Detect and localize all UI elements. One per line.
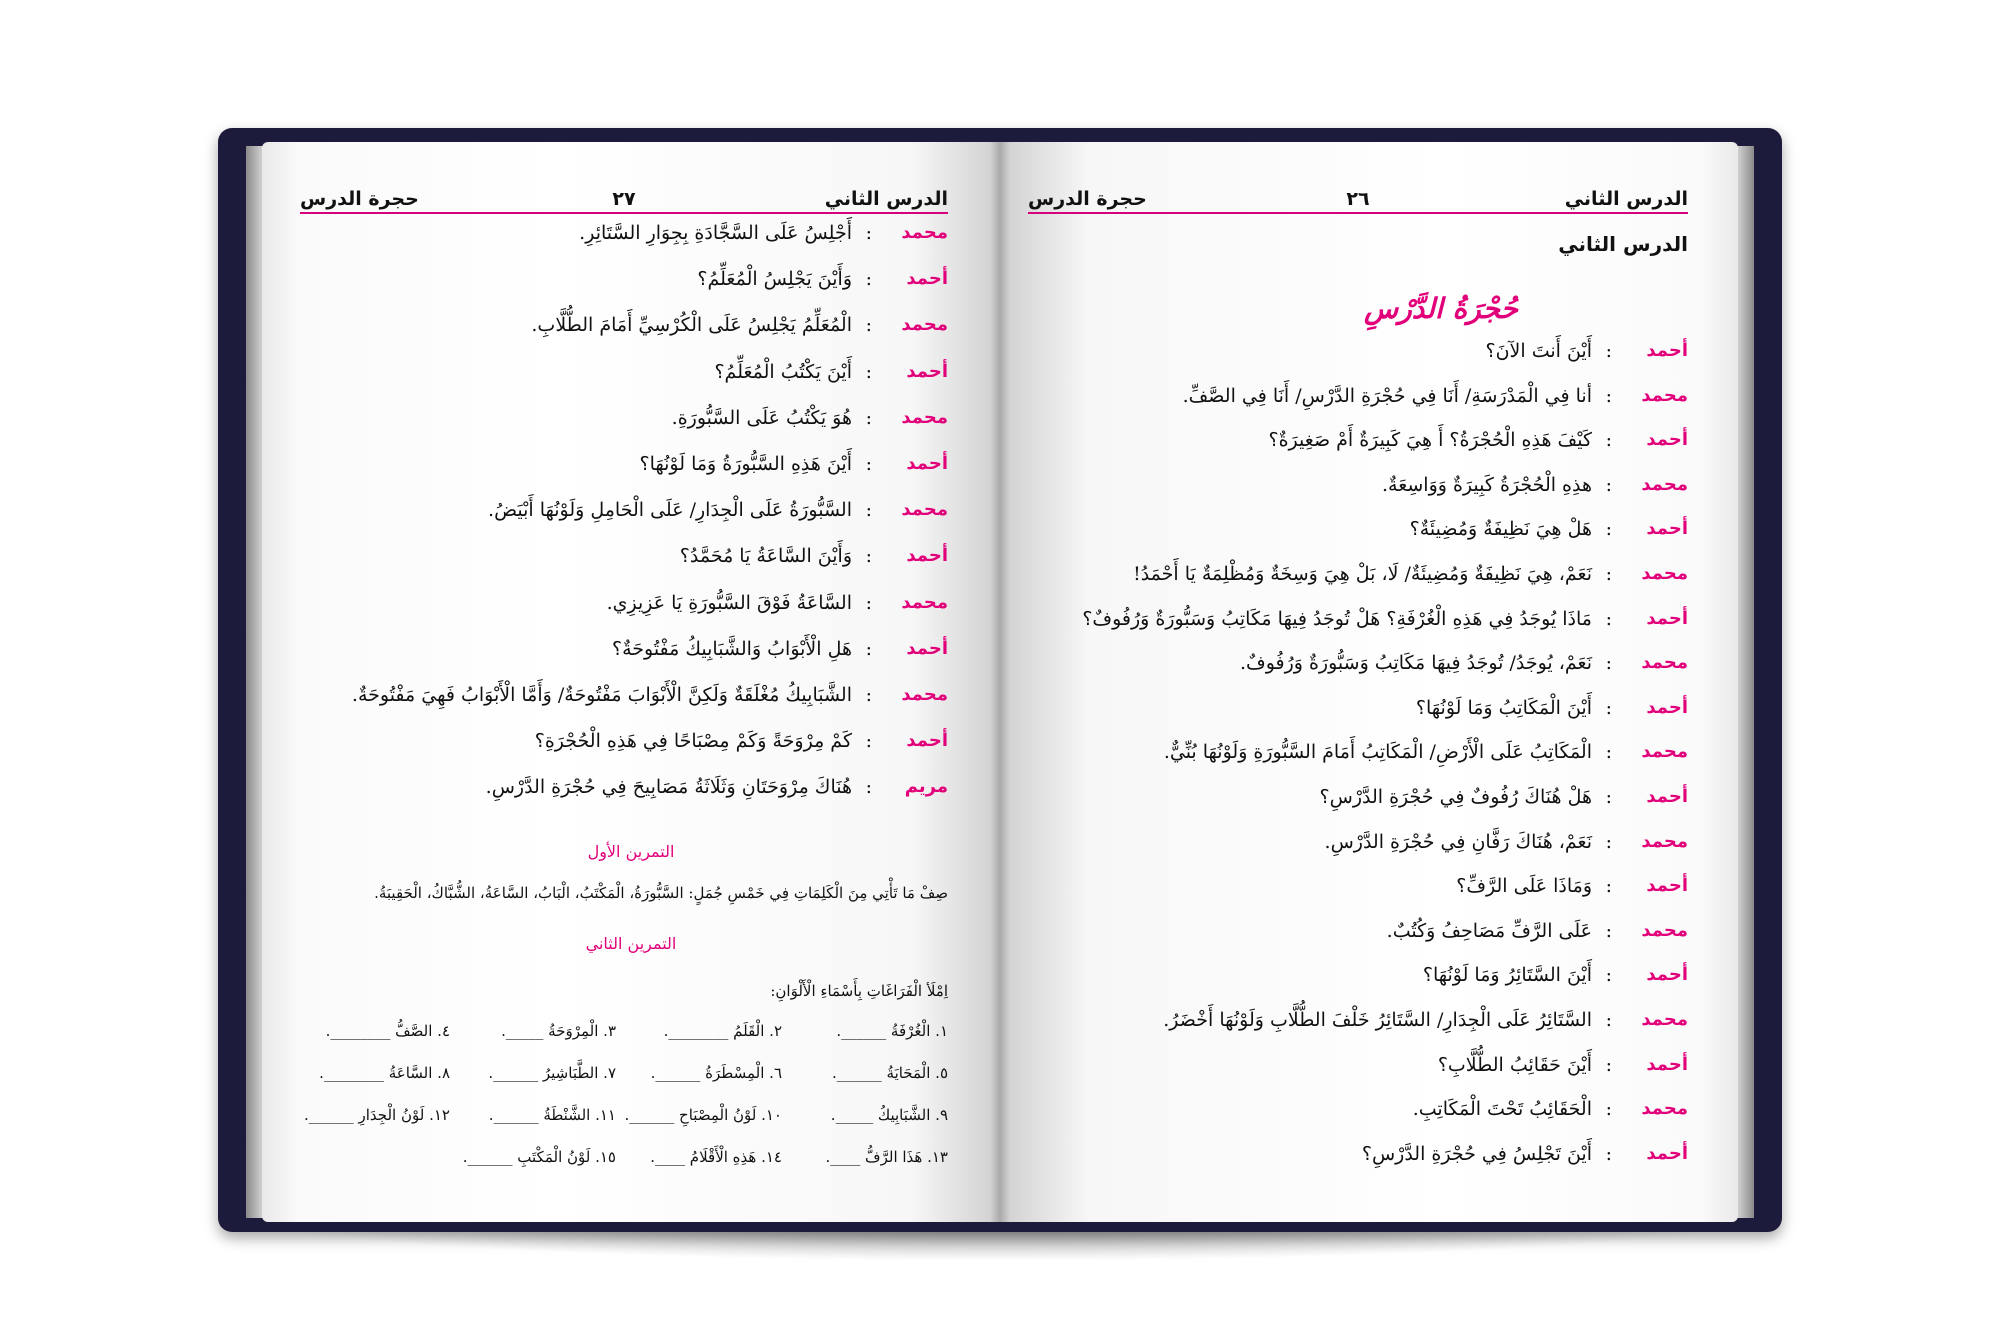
speaker-name: محمد (1641, 1009, 1688, 1030)
speaker-separator: : (1605, 1009, 1612, 1031)
exercise2-title: التمرين الثاني (585, 934, 677, 953)
fill-blank-item: ١٢. لَوْنُ الْجِدَارِ ______. (303, 1106, 450, 1124)
dialogue-text: أَيْنَ تَجْلِسُ فِي حُجْرَةِ الدَّرْسِ؟ (1361, 1142, 1592, 1165)
header-rule (1028, 212, 1688, 214)
speaker-name: أحمد (1646, 340, 1688, 361)
speaker-separator: : (1605, 384, 1612, 407)
speaker-name: أحمد (906, 453, 948, 474)
dialogue-text: الْحَقَائِبُ تَحْتَ الْمَكَاتِبِ. (1412, 1098, 1592, 1121)
exercise1-title: التمرين الأول (587, 842, 675, 861)
dialogue-text: أَيْنَ أَنتَ الآنَ؟ (1485, 340, 1592, 362)
dialogue-text: كَمْ مِرْوَحَةً وَكَمْ مِصْبَاحًا فِي هَذِهِ الْحُجْرَةِ؟ (534, 730, 852, 753)
dialogue-text: أَيْنَ السَّتَائِرُ وَمَا لَوْنُهَا؟ (1422, 964, 1592, 987)
dialogue-line (262, 684, 1000, 724)
book-spine (990, 142, 1010, 1222)
fill-blank-item: ١٣. هَذَا الرَّفُّ ____. (825, 1148, 948, 1166)
speaker-name: محمد (1641, 741, 1688, 763)
fill-blank-item: ١٤. هَذِهِ الْأَقْلَامُ ____. (650, 1148, 782, 1166)
speaker-separator: : (1605, 875, 1612, 898)
fill-blank-item: ٧. الطَّبَاشِيرُ ______. (488, 1064, 616, 1082)
dialogue-text: أنا فِي الْمَدْرَسَةِ/ أَنَا فِي حُجْرَةِ الدَّرْسِ/ أَنَا فِي الصَّفِّ. (1182, 384, 1592, 407)
speaker-separator: : (865, 545, 872, 568)
dialogue-line (262, 407, 1000, 447)
fill-blank-item: ٣. الْمِرْوَحَةُ _____. (501, 1022, 616, 1040)
speaker-separator: : (1605, 964, 1612, 987)
speaker-separator: : (865, 268, 872, 291)
blanks-row (300, 1106, 948, 1146)
dialogue-text: وَأَيْنَ السَّاعَةُ يَا مُحَمَّدُ؟ (679, 545, 852, 568)
dialogue-line (1000, 608, 1738, 648)
speaker-name: أحمد (1646, 518, 1688, 540)
dialogue-line (262, 776, 1000, 816)
fill-blank-item: ٥. الْمَحَايَةُ ______. (831, 1064, 948, 1082)
speaker-separator: : (1605, 607, 1612, 630)
dialogue-text: أَيْنَ هَذِهِ السَّبُّورَةُ وَمَا لَوْنُهَا؟ (639, 453, 852, 475)
header-lesson: الدرس الثاني (824, 188, 948, 210)
dialogue-line (1000, 340, 1738, 380)
dialogue-line (1000, 875, 1738, 915)
speaker-name: أحمد (1646, 1053, 1688, 1075)
speaker-separator: : (1605, 1053, 1612, 1076)
dialogue-line (1000, 385, 1738, 425)
speaker-separator: : (1605, 1098, 1612, 1121)
speaker-name: أحمد (906, 545, 948, 567)
speaker-name: أحمد (1646, 429, 1688, 451)
speaker-separator: : (1605, 652, 1612, 675)
speaker-separator: : (1605, 563, 1612, 585)
dialogue-text: أَيْنَ الْمَكَاتِبُ وَمَا لَوْنُهَا؟ (1415, 696, 1592, 719)
dialogue-line (1000, 964, 1738, 1004)
speaker-separator: : (1605, 786, 1612, 808)
fill-blank-item: ٢. الْقَلَمُ ________. (663, 1022, 782, 1040)
fill-blank-item: ١١. الشَّنْطَةُ ______. (488, 1106, 616, 1124)
dialogue-text: وَمَاذَا عَلَى الرَّفِّ؟ (1456, 875, 1592, 898)
speaker-name: محمد (1641, 830, 1688, 852)
speaker-name: أحمد (906, 637, 948, 659)
speaker-separator: : (865, 453, 872, 475)
dialogue-text: السَّبُّورَةُ عَلَى الْجِدَارِ/ عَلَى الْحَامِلِ وَلَوْنُهَا أَبْيَضُ. (488, 499, 852, 522)
speaker-name: أحمد (906, 730, 948, 752)
dialogue-line (262, 453, 1000, 493)
dialogue-line (1000, 1054, 1738, 1094)
blanks-row (300, 1022, 948, 1062)
fill-blank-item: ٩. الشَّبَابِيكُ _____. (830, 1106, 948, 1124)
dialogue-text: نَعَمْ، هِيَ نَظِيفَةٌ وَمُضِيئَةٌ/ لَا، بَلْ هِيَ وَسِخَةٌ وَمُظْلِمَةٌ يَا أَحْمَدُ! (1133, 563, 1592, 585)
speaker-name: محمد (1641, 652, 1688, 674)
speaker-separator: : (1605, 830, 1612, 853)
fill-blank-item: ١. الْغُرْفَةُ ______. (836, 1022, 948, 1040)
speaker-name: محمد (1641, 919, 1688, 941)
dialogue-text: نَعَمْ، يُوجَدُ/ تُوجَدُ فِيهَا مَكَاتِبُ وَسَبُّورَةٌ وَرُفُوفٌ. (1239, 652, 1592, 675)
speaker-separator: : (1605, 473, 1612, 496)
speaker-name: محمد (901, 222, 948, 243)
speaker-name: محمد (901, 684, 948, 705)
dialogue-line (262, 499, 1000, 539)
speaker-name: مريم (904, 776, 948, 798)
fill-blank-item: ٨. السَّاعَةُ ________. (319, 1064, 450, 1082)
dialogue-text: هُنَاكَ مِرْوَحَتَانِ وَثَلَاثَةُ مَصَابِيحَ فِي حُجْرَةِ الدَّرْسِ. (485, 776, 852, 799)
dialogue-line (1000, 474, 1738, 514)
speaker-separator: : (1605, 919, 1612, 942)
speaker-name: أحمد (906, 360, 948, 382)
speaker-separator: : (1605, 741, 1612, 764)
dialogue-line (1000, 697, 1738, 737)
speaker-separator: : (1605, 1142, 1612, 1165)
dialogue-text: السَّتَائِرُ عَلَى الْجِدَارِ/ السَّتَائِرُ خَلْفَ الطُّلَّابِ وَلَوْنُهَا أَخْضَرُ. (1163, 1009, 1592, 1031)
exercise2-text: اِمْلَأ الْفَرَاغَاتِ بِأَسْمَاءِ الْأَلْوَانِ: (770, 982, 948, 1000)
dialogue-text: السَّاعَةُ فَوْقَ السَّبُّورَةِ يَا عَزِيزِي. (606, 591, 852, 614)
dialogue-line (262, 268, 1000, 308)
dialogue-text: مَاذَا يُوجَدُ فِي هَذِهِ الْغُرْفَةِ؟ هَلْ تُوجَدُ فِيهَا مَكَاتِبُ وَسَبُّورَةٌ وَرُفُوفٌ؟ (1082, 607, 1592, 630)
dialogue-line (262, 730, 1000, 770)
speaker-name: محمد (901, 406, 948, 428)
fill-blank-item: ٤. الصَّفُّ ________. (325, 1022, 450, 1040)
speaker-name: محمد (901, 499, 948, 521)
left-page (262, 142, 1000, 1222)
dialogue-text: كَيْفَ هَذِهِ الْحُجْرَةُ؟ أَ هِيَ كَبِيرَةٌ أَمْ صَغِيرَةٌ؟ (1268, 429, 1592, 452)
dialogue-text: أَجْلِسُ عَلَى السَّجَّادَةِ بِجِوَارِ السَّتَائِرِ. (579, 222, 852, 244)
dialogue-line (262, 314, 1000, 354)
speaker-separator: : (865, 499, 872, 522)
dialogue-line (1000, 563, 1738, 603)
speaker-separator: : (1605, 340, 1612, 362)
speaker-name: محمد (901, 314, 948, 336)
dialogue-text: عَلَى الرَّفِّ مَصَاحِفُ وَكُتُبٌ. (1386, 919, 1592, 942)
lesson-title: الدرس الثاني (1558, 232, 1688, 256)
speaker-separator: : (865, 222, 872, 244)
header-rule (300, 212, 948, 214)
dialogue-text: وَأَيْنَ يَجْلِسُ الْمُعَلِّمُ؟ (697, 268, 852, 291)
speaker-name: أحمد (1646, 607, 1688, 629)
page-number: ٢٧ (612, 188, 636, 210)
speaker-separator: : (865, 730, 872, 753)
dialogue-line (1000, 518, 1738, 558)
dialogue-text: هذِهِ الْحُجْرَةُ كَبِيرَةٌ وَوَاسِعَةٌ. (1382, 473, 1592, 496)
speaker-name: أحمد (1646, 875, 1688, 897)
right-page (1000, 142, 1738, 1222)
dialogue-line (1000, 429, 1738, 469)
speaker-name: أحمد (1646, 786, 1688, 807)
dialogue-line (1000, 1009, 1738, 1049)
fill-blank-item: ٦. الْمِسْطَرَةُ ______. (650, 1064, 782, 1082)
dialogue-text: الشَّبَابِيكُ مُغْلَقَةٌ وَلَكِنَّ الْأَبْوَابَ مَفْتُوحَةٌ/ وَأَمَّا الْأَبْوَابُ فَهِيَ مَفْتُوحَةٌ. (351, 684, 852, 706)
dialogue-line (1000, 1098, 1738, 1138)
blanks-row (300, 1148, 948, 1188)
speaker-separator: : (865, 776, 872, 799)
speaker-name: محمد (1641, 1098, 1688, 1120)
speaker-separator: : (1605, 518, 1612, 541)
dialogue-line (1000, 831, 1738, 871)
dialogue-text: هُوَ يَكْتُبُ عَلَى السَّبُّورَةِ. (671, 406, 852, 429)
dialogue-line (1000, 741, 1738, 781)
dialogue-text: الْمَكَاتِبُ عَلَى الْأَرْضِ/ الْمَكَاتِبُ أَمَامَ السَّبُّورَةِ وَلَوْنُهَا بُنِّيٌّ. (1163, 741, 1592, 764)
speaker-separator: : (865, 314, 872, 337)
dialogue-line (262, 222, 1000, 262)
page-number: ٢٦ (1346, 188, 1370, 210)
dialogue-line (262, 638, 1000, 678)
dialogue-text: نَعَمْ، هُنَاكَ رَفَّانِ فِي حُجْرَةِ الدَّرْسِ. (1324, 830, 1592, 853)
speaker-separator: : (865, 591, 872, 614)
speaker-name: محمد (1641, 563, 1688, 584)
speaker-separator: : (865, 637, 872, 660)
speaker-separator: : (1605, 429, 1612, 452)
speaker-name: محمد (901, 591, 948, 613)
dialogue-line (262, 361, 1000, 401)
dialogue-text: هَلْ هُنَاكَ رُفُوفٌ فِي حُجْرَةِ الدَّرْسِ؟ (1319, 786, 1592, 808)
speaker-separator: : (1605, 696, 1612, 719)
speaker-separator: : (865, 684, 872, 706)
dialogue-line (1000, 1143, 1738, 1183)
speaker-name: أحمد (1646, 1142, 1688, 1164)
blanks-row (300, 1064, 948, 1104)
speaker-separator: : (865, 360, 872, 383)
speaker-name: أحمد (906, 268, 948, 290)
dialogue-text: أَيْنَ حَقَائِبُ الطُّلَّابِ؟ (1437, 1053, 1592, 1076)
header-topic: حجرة الدرس (300, 188, 419, 210)
fill-blank-item: ١٠. لَوْنُ الْمِصْبَاحِ ______. (624, 1106, 782, 1124)
dialogue-text: أَيْنَ يَكْتُبُ الْمُعَلِّمُ؟ (714, 360, 852, 383)
speaker-separator: : (865, 406, 872, 429)
header-lesson: الدرس الثاني (1564, 188, 1688, 210)
dialogue-text: الْمُعَلِّمُ يَجْلِسُ عَلَى الْكُرْسِيِّ أَمَامَ الطُّلَّابِ. (531, 314, 852, 337)
dialogue-line (262, 545, 1000, 585)
speaker-name: أحمد (1646, 696, 1688, 718)
speaker-name: أحمد (1646, 964, 1688, 986)
dialogue-text: هَلْ هِيَ نَظِيفَةٌ وَمُضِيئَةٌ؟ (1409, 518, 1592, 541)
dialogue-line (1000, 920, 1738, 960)
fill-blank-item: ١٥. لَوْنُ الْمَكْتَبِ ______. (462, 1148, 616, 1166)
dialogue-line (262, 592, 1000, 632)
header-topic: حجرة الدرس (1028, 188, 1147, 210)
dialogue-text: هَلِ الْأَبْوَابُ وَالشَّبَابِيكُ مَفْتُوحَةٌ؟ (611, 637, 852, 660)
speaker-name: محمد (1641, 384, 1688, 406)
dialogue-line (1000, 786, 1738, 826)
page-title: حُجْرَةُ الدَّرْسِ (1364, 292, 1518, 325)
speaker-name: محمد (1641, 473, 1688, 495)
dialogue-line (1000, 652, 1738, 692)
exercise1-text: صِفْ مَا تَأْتِي مِنَ الْكَلِمَاتِ فِي خَمْسِ جُمَلٍ: السَّبُّورَةُ، الْمَكْتَبُ، الْبَابُ، السَّاعَةُ، الشُّبَّاكُ، الْحَقِيبَةُ. (374, 884, 948, 902)
